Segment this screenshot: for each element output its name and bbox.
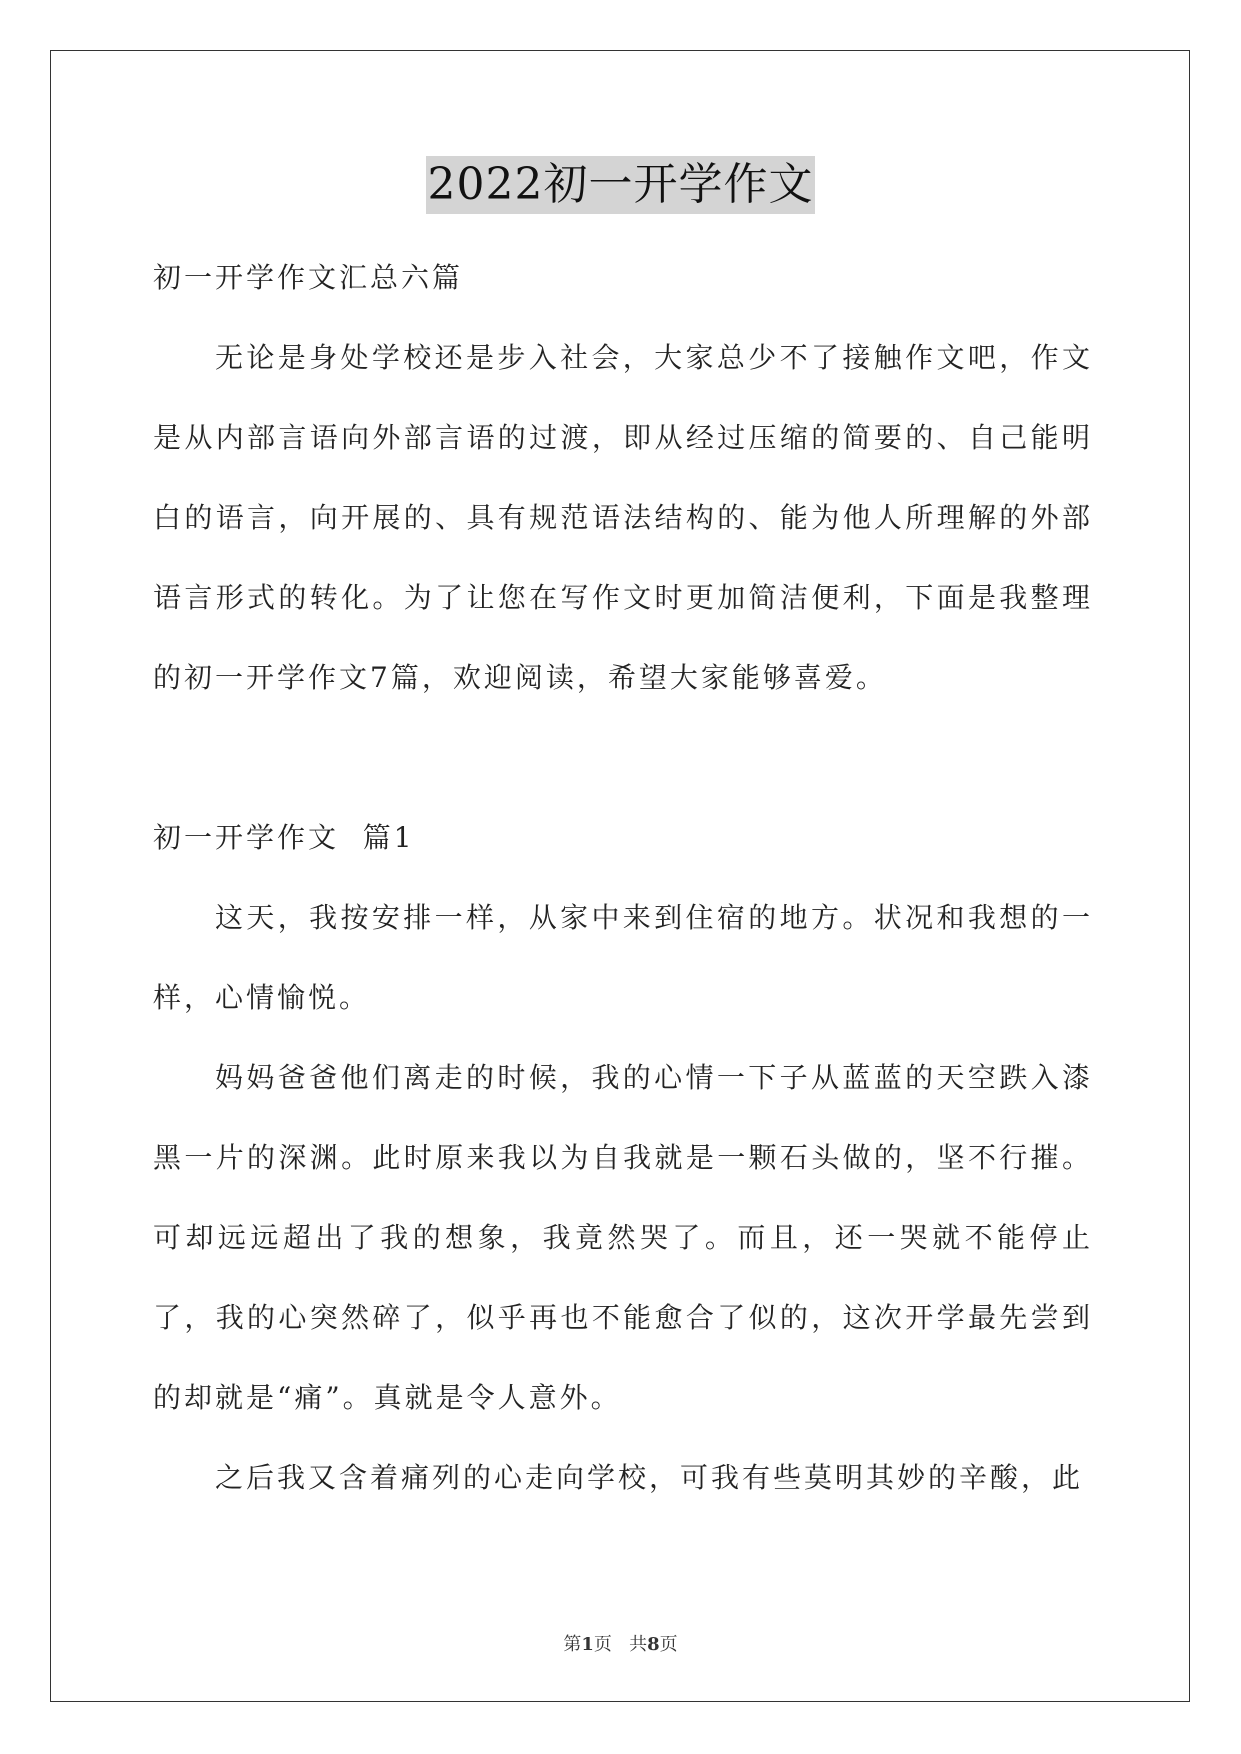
total-pages-number: 8 (647, 1634, 660, 1655)
document-body (153, 238, 1093, 1518)
document-title: 2022初一开学作文 (426, 156, 816, 214)
section-heading: 初一开学作文 篇1 (153, 821, 415, 854)
page-footer (0, 1630, 1241, 1656)
document-subtitle: 初一开学作文汇总六篇 (153, 261, 464, 294)
footer-suffix: 页 (659, 1634, 678, 1655)
footer-middle: 页 共 (593, 1634, 648, 1655)
current-page-number: 1 (581, 1634, 594, 1655)
body-paragraph: 这天，我按安排一样，从家中来到住宿的地方。状况和我想的一样，心情愉悦。 (153, 901, 1093, 1014)
footer-prefix: 第 (563, 1634, 582, 1655)
body-paragraph: 之后我又含着痛列的心走向学校，可我有些莫明其妙的辛酸，此 (215, 1461, 1084, 1494)
intro-paragraph: 无论是身处学校还是步入社会，大家总少不了接触作文吧，作文是从内部言语向外部言语的过渡，即从经过压缩的简要的、自己能明白的语言，向开展的、具有规范语法结构的、能为他人所理解的外部语言形式的转化。为了让您在写作文时更加简洁便利，下面是我整理的初一开学作文7篇，欢迎阅读，希望大家能够喜爱。 (153, 341, 1093, 694)
title-container (0, 156, 1241, 214)
body-paragraph: 妈妈爸爸他们离走的时候，我的心情一下子从蓝蓝的天空跌入漆黑一片的深渊。此时原来我以为自我就是一颗石头做的，坚不行摧。可却远远超出了我的想象，我竟然哭了。而且，还一哭就不能停止了，我的心突然碎了，似乎再也不能愈合了似的，这次开学最先尝到的却就是“痛”。真就是令人意外。 (153, 1061, 1093, 1414)
